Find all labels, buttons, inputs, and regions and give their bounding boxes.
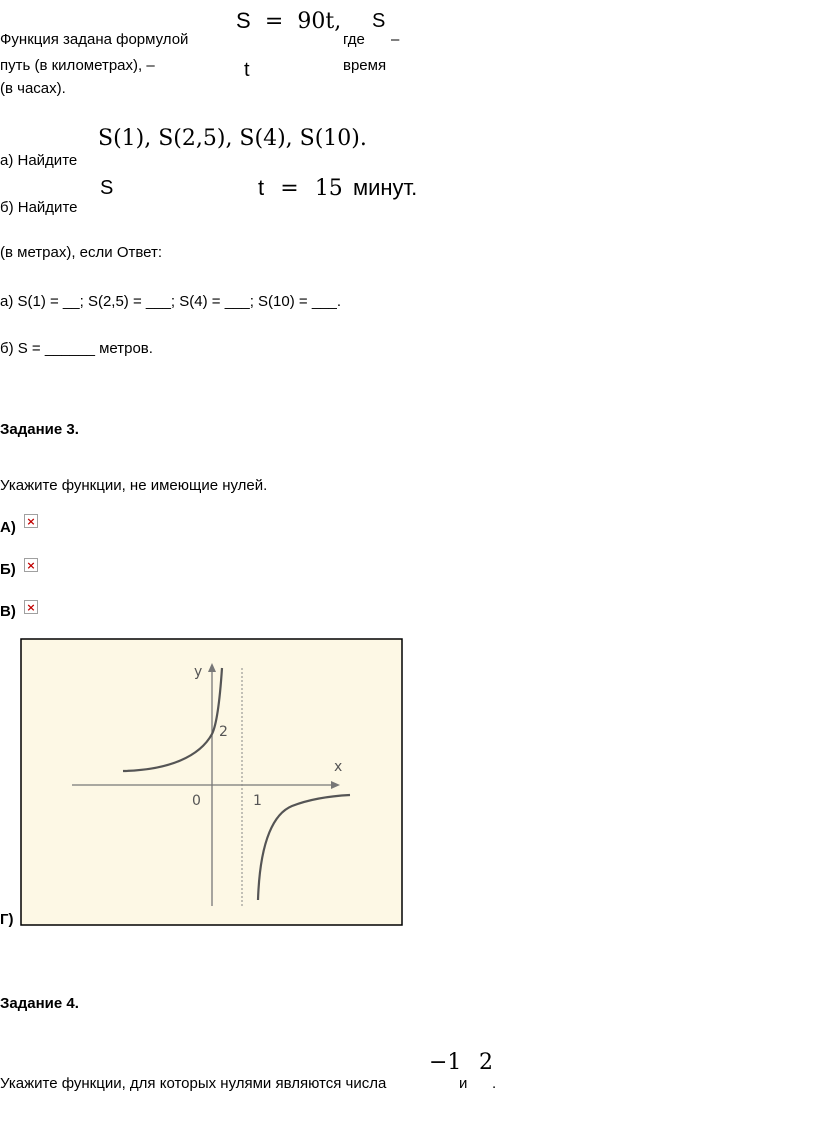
intro-dash: – <box>391 31 400 48</box>
part-a-expression: S(1), S(2,5), S(4), S(10). <box>98 126 367 151</box>
intro-line-1: Функция задана формулой <box>0 31 189 48</box>
broken-image-icon: × <box>24 600 38 614</box>
intro-where: где <box>343 31 365 48</box>
part-b-t-variable: t <box>258 175 265 200</box>
option-a-label: А) <box>0 519 16 536</box>
part-b-eq: = <box>280 176 299 201</box>
part-a-label: а) Найдите <box>0 152 78 169</box>
broken-image-icon: × <box>24 558 38 572</box>
intro-line-2: путь (в километрах), – <box>0 57 155 74</box>
part-b-value: 15 <box>314 176 343 201</box>
task-3-title: Задание 3. <box>0 421 79 438</box>
x-axis-label: x <box>334 759 343 775</box>
part-b-unit: минут. <box>352 175 418 200</box>
formula-lhs: S <box>236 8 251 33</box>
formula-eq: = <box>264 9 284 34</box>
task-3-prompt: Укажите функции, не имеющие нулей. <box>0 477 268 494</box>
part-b-label: б) Найдите <box>0 199 78 216</box>
task-4-number-minus-one: −1 <box>429 1050 462 1075</box>
note-line: (в метрах), если Ответ: <box>0 244 163 261</box>
formula-t-variable: t <box>244 59 250 81</box>
broken-image-icon: × <box>24 514 38 528</box>
x-tick-label: 1 <box>253 793 262 809</box>
y-tick-label: 2 <box>219 724 228 740</box>
hyperbola-graph <box>20 638 403 926</box>
formula-s-variable: S <box>372 10 386 32</box>
origin-label: 0 <box>192 793 201 809</box>
formula-rhs: 90t, <box>297 9 342 34</box>
intro-line-3: (в часах). <box>0 80 66 97</box>
part-b-s-variable: S <box>100 177 114 199</box>
option-g-label: Г) <box>0 911 14 928</box>
part-b-condition <box>258 175 417 202</box>
task-4-title: Задание 4. <box>0 995 79 1012</box>
task-4-prompt: Укажите функции, для которых нулями являются числа <box>0 1075 387 1092</box>
task-4-period: . <box>492 1075 497 1092</box>
y-axis-label: y <box>194 664 203 680</box>
intro-time: время <box>343 57 387 74</box>
task-4-number-two: 2 <box>479 1050 493 1075</box>
option-v-label: В) <box>0 603 16 620</box>
answer-b-line: б) S = ______ метров. <box>0 340 153 357</box>
task-4-and: и <box>459 1075 468 1092</box>
formula-s-equals-90t <box>236 8 341 35</box>
answer-a-line: а) S(1) = __; S(2,5) = ___; S(4) = ___; S(10) = ___. <box>0 293 342 310</box>
option-b-label: Б) <box>0 561 16 578</box>
